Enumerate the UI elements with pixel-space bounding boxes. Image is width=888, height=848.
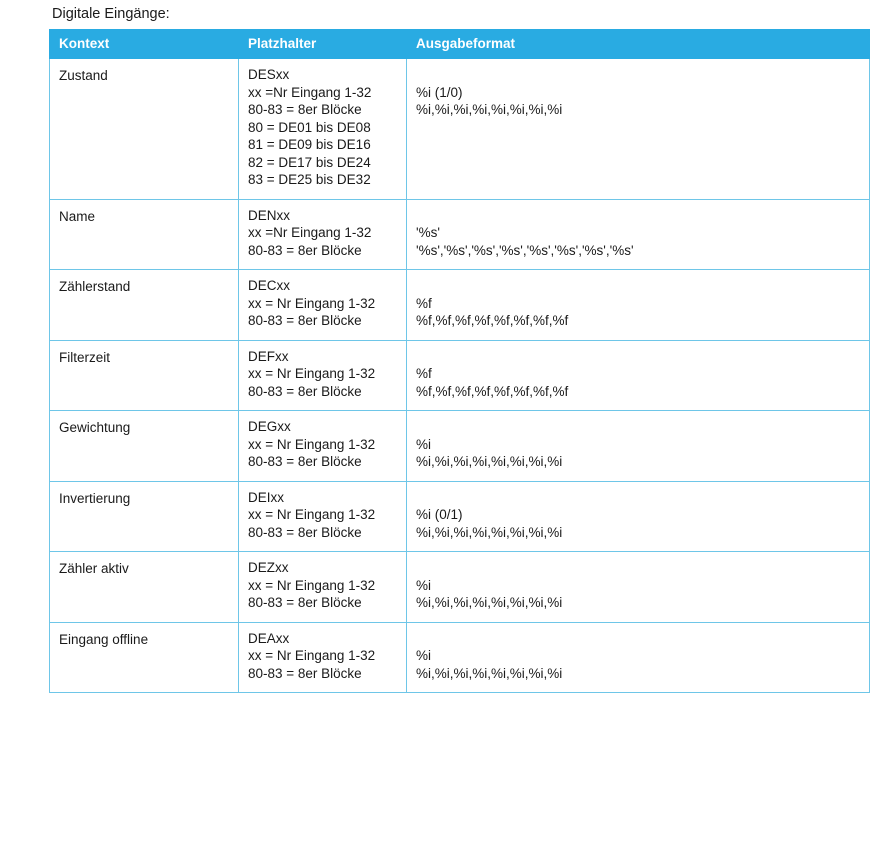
placeholder-line: DECxx [248, 278, 291, 293]
format-line: %f [416, 366, 432, 381]
cell-context: Zustand [50, 59, 239, 200]
format-line: %i,%i,%i,%i,%i,%i,%i,%i [416, 665, 563, 681]
placeholder-line: xx = Nr Eingang 1-32 [248, 507, 376, 522]
table-header [50, 30, 870, 59]
digital-inputs-table [49, 29, 870, 693]
table-body [50, 59, 870, 693]
format-line: %i [416, 577, 432, 593]
placeholder-line: xx =Nr Eingang 1-32 [248, 225, 372, 240]
cell-format [407, 552, 870, 623]
format-line: %f,%f,%f,%f,%f,%f,%f,%f [416, 313, 569, 328]
cell-format [407, 199, 870, 270]
placeholder-line: 80 = DE01 bis DE08 [248, 119, 371, 135]
placeholder-line: xx =Nr Eingang 1-32 [248, 84, 372, 100]
placeholder-line: 80-83 = 8er Blöcke [248, 313, 362, 328]
header-row [50, 30, 870, 59]
placeholder-line: DESxx [248, 67, 290, 82]
cell-format [407, 622, 870, 693]
placeholder-line: xx = Nr Eingang 1-32 [248, 436, 376, 452]
column-header-ausgabeformat: Ausgabeformat [407, 30, 870, 59]
format-line: '%s' [416, 225, 440, 240]
format-line: %f,%f,%f,%f,%f,%f,%f,%f [416, 383, 569, 399]
column-header-kontext: Kontext [50, 30, 239, 59]
format-line: %i (1/0) [416, 84, 463, 100]
table-row [50, 622, 870, 693]
placeholder-line: 80-83 = 8er Blöcke [248, 454, 362, 469]
placeholder-line: 82 = DE17 bis DE24 [248, 154, 371, 170]
cell-placeholder [239, 622, 407, 693]
format-line: %i,%i,%i,%i,%i,%i,%i,%i [416, 595, 563, 610]
cell-format [407, 481, 870, 552]
format-line: '%s','%s','%s','%s','%s','%s','%s','%s' [416, 242, 634, 258]
cell-context: Zählerstand [50, 270, 239, 341]
cell-placeholder [239, 59, 407, 200]
table-row [50, 340, 870, 411]
placeholder-line: 80-83 = 8er Blöcke [248, 102, 362, 117]
cell-context: Gewichtung [50, 411, 239, 482]
placeholder-line: DEGxx [248, 419, 291, 434]
placeholder-line: DENxx [248, 207, 291, 223]
placeholder-line: xx = Nr Eingang 1-32 [248, 295, 376, 311]
cell-format [407, 270, 870, 341]
format-line: %i [416, 648, 432, 663]
format-line: %i [416, 436, 432, 452]
placeholder-line: 80-83 = 8er Blöcke [248, 595, 362, 610]
placeholder-line: 81 = DE09 bis DE16 [248, 137, 371, 152]
format-line: %f [416, 295, 432, 311]
placeholder-line: xx = Nr Eingang 1-32 [248, 366, 376, 381]
cell-format [407, 59, 870, 200]
placeholder-line: xx = Nr Eingang 1-32 [248, 648, 376, 663]
cell-context: Name [50, 199, 239, 270]
cell-context: Invertierung [50, 481, 239, 552]
placeholder-line: 80-83 = 8er Blöcke [248, 242, 362, 258]
section-caption: Digitale Eingänge: [52, 6, 170, 22]
table-row [50, 411, 870, 482]
table-row [50, 552, 870, 623]
placeholder-line: 80-83 = 8er Blöcke [248, 524, 362, 540]
format-line: %i (0/1) [416, 507, 463, 522]
table-row [50, 481, 870, 552]
cell-format [407, 411, 870, 482]
cell-placeholder [239, 481, 407, 552]
placeholder-line: DEAxx [248, 630, 290, 646]
placeholder-line: xx = Nr Eingang 1-32 [248, 577, 376, 593]
placeholder-line: 80-83 = 8er Blöcke [248, 383, 362, 399]
placeholder-line: 83 = DE25 bis DE32 [248, 172, 371, 187]
placeholder-line: DEIxx [248, 489, 285, 505]
cell-placeholder [239, 270, 407, 341]
table-row [50, 199, 870, 270]
cell-placeholder [239, 199, 407, 270]
placeholder-line: 80-83 = 8er Blöcke [248, 665, 362, 681]
cell-placeholder [239, 552, 407, 623]
cell-context: Filterzeit [50, 340, 239, 411]
format-line: %i,%i,%i,%i,%i,%i,%i,%i [416, 524, 563, 540]
cell-context: Eingang offline [50, 622, 239, 693]
table-row [50, 59, 870, 200]
format-line: %i,%i,%i,%i,%i,%i,%i,%i [416, 102, 563, 117]
cell-context: Zähler aktiv [50, 552, 239, 623]
placeholder-line: DEFxx [248, 348, 289, 364]
cell-placeholder [239, 411, 407, 482]
cell-placeholder [239, 340, 407, 411]
cell-format [407, 340, 870, 411]
placeholder-line: DEZxx [248, 560, 289, 575]
column-header-platzhalter: Platzhalter [239, 30, 407, 59]
format-line: %i,%i,%i,%i,%i,%i,%i,%i [416, 454, 563, 469]
table-row [50, 270, 870, 341]
